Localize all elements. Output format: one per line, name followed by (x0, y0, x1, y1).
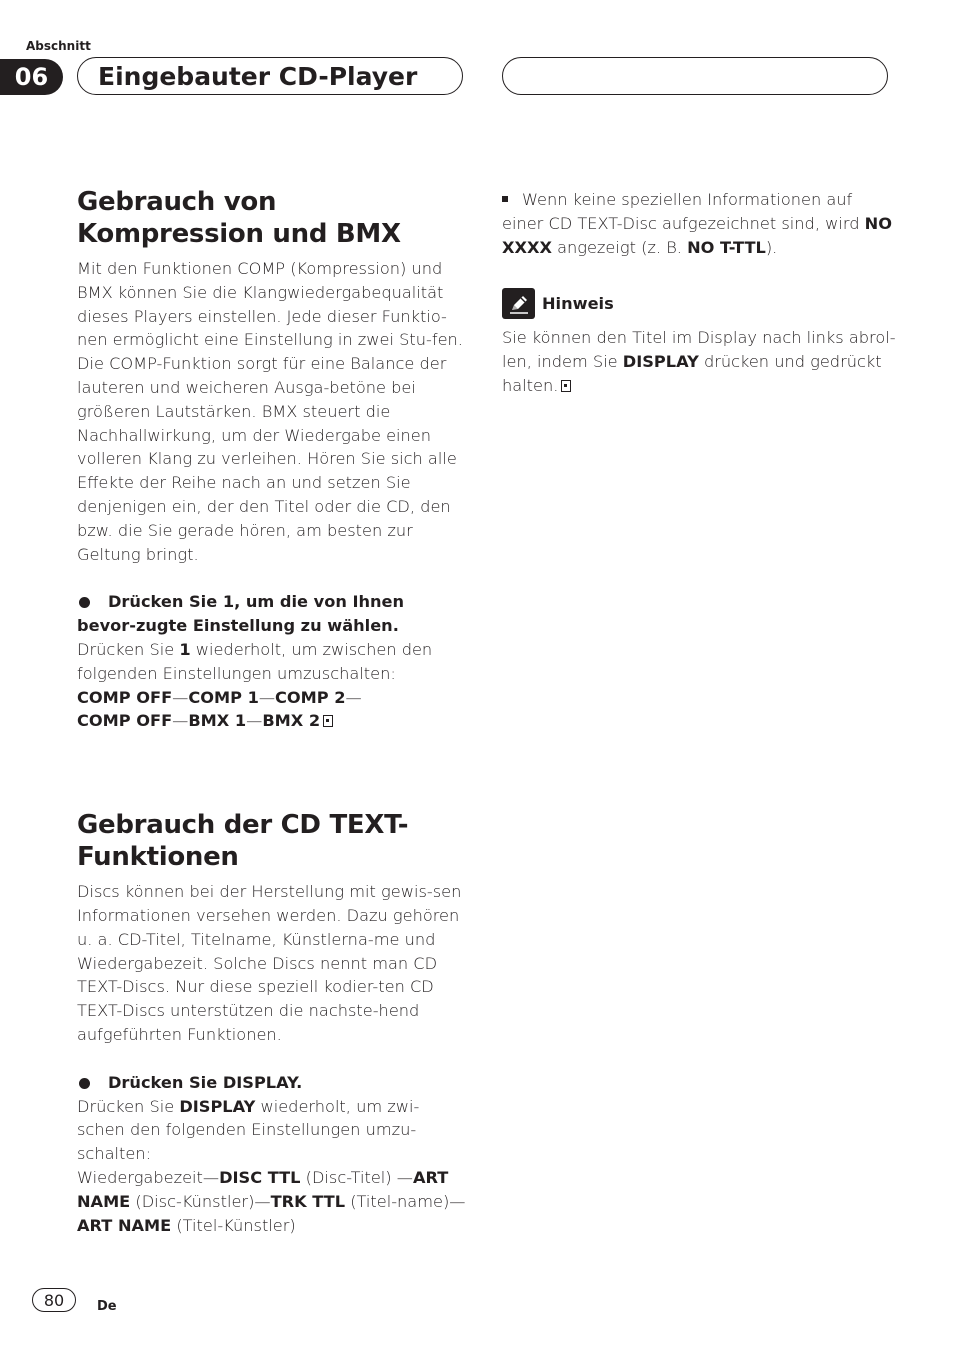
key-label: DISPLAY (179, 1096, 256, 1116)
section-label: Abschnitt (26, 39, 91, 53)
chapter-title: Eingebauter CD-Player (77, 57, 463, 95)
key-label: 1 (179, 639, 191, 659)
bullet-icon (79, 1078, 90, 1089)
step-instruction-cd-text (77, 1071, 467, 1095)
step-title: Drücken Sie 1, um die von Ihnen bevor-zugte Einstellung zu wählen. (77, 592, 405, 636)
chapter-number-badge: 06 (0, 59, 63, 95)
step-description-compression: Drücken Sie 1 wiederholt, um zwischen den folgenden Einstellungen umzuschalten: (77, 639, 433, 683)
hinweis-header (502, 288, 897, 319)
step-instruction-compression (77, 590, 467, 638)
cd-text-note: Wenn keine speziellen Informationen auf einer CD TEXT-Disc aufgezeichnet sind, wird NO XXXX angezeigt (z. B. NO T-TTL). (502, 190, 892, 257)
header-empty-pill (502, 57, 888, 95)
page-number: 80 (32, 1288, 76, 1312)
settings-sequence-compression: COMP OFF—COMP 1—COMP 2— COMP OFF—BMX 1—BMX 2 (77, 687, 362, 731)
section-body-cd-text: Discs können bei der Herstellung mit gewis-sen Informationen versehen werden. Dazu gehören u. a. CD-Titel, Titelname, Künstlerna-me und Wiedergabezeit. Solche Discs nennt man CD TEXT-Discs. Nur diese speziell kodier-ten CD TEXT-Discs unterstützen die nachste-hend aufgeführten Funktionen. (77, 882, 462, 1044)
pencil-note-icon (502, 288, 535, 319)
end-mark-icon (561, 380, 571, 392)
section-heading-cd-text: Gebrauch der CD TEXT-Funktionen (77, 810, 409, 873)
section-heading-compression: Gebrauch von Kompression und BMX (77, 187, 401, 249)
end-mark-icon (323, 715, 333, 727)
hinweis-text: Sie können den Titel im Display nach links abrol-len, indem Sie DISPLAY drücken und gedrückt halten. (502, 328, 896, 395)
step-description-cd-text: Drücken Sie DISPLAY wiederholt, um zwi-schen den folgenden Einstellungen umzu-schalten: (77, 1096, 420, 1164)
settings-sequence-cd-text: Wiedergabezeit—DISC TTL (Disc-Titel) —ART NAME (Disc-Künstler)—TRK TTL (Titel-name)—ART NAME (Titel-Künstler) (77, 1167, 466, 1235)
bullet-icon (79, 597, 90, 608)
hinweis-label: Hinweis (542, 294, 614, 314)
square-bullet-icon (502, 196, 508, 202)
right-column (502, 188, 897, 398)
language-code: De (97, 1299, 117, 1314)
left-column (77, 186, 467, 1237)
step-title: Drücken Sie DISPLAY. (108, 1072, 303, 1092)
section-body-compression: Mit den Funktionen COMP (Kompression) und BMX können Sie die Klangwiedergabequalität dieses Players einstellen. Jede dieser Funktio-nen ermöglicht eine Einstellung in zwei Stu-fen. Die COMP-Funktion sorgt für eine Balance der lauteren und weicheren Ausga-betöne bei größeren Lautstärken. BMX steuert die Nachhallwirkung, um der Wiedergabe einen volleren Klang zu verleihen. Hören Sie sich alle Effekte der Reihe nach an und setzen Sie denjenigen ein, der den Titel oder die CD, den bzw. die Sie gerade hören, am besten zur Geltung bringt. (77, 259, 463, 564)
